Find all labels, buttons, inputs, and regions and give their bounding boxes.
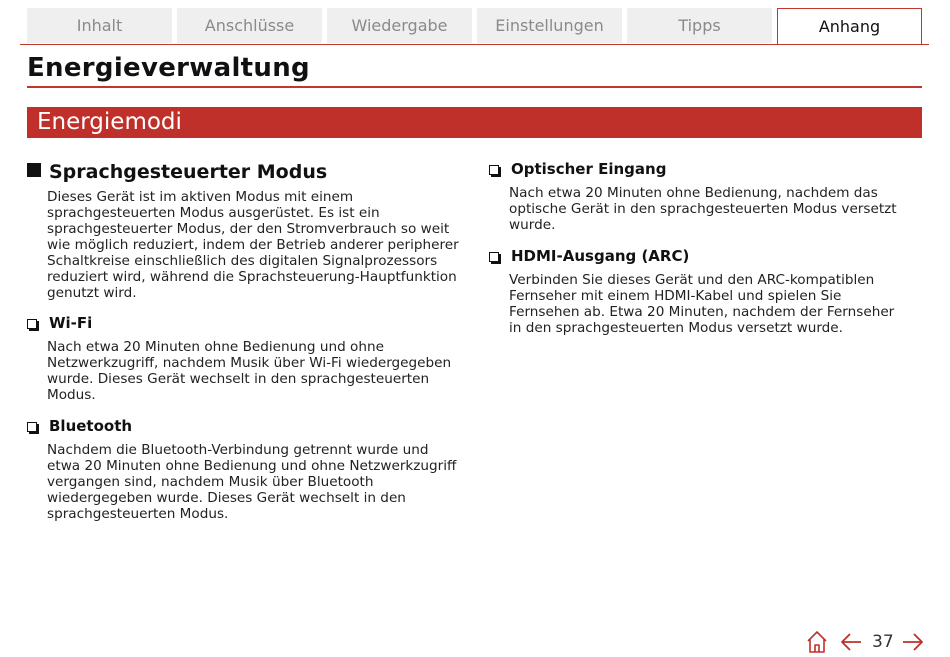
arrow-right-icon[interactable] xyxy=(901,630,925,654)
tab-anhang[interactable]: Anhang xyxy=(777,8,922,45)
section-banner: Energiemodi xyxy=(27,107,922,138)
heading-bluetooth xyxy=(27,415,462,437)
heading-voice-mode xyxy=(27,158,462,186)
heading-wifi xyxy=(27,312,462,334)
heading-hdmi xyxy=(489,245,909,267)
wifi-text: Nach etwa 20 Minuten ohne Bedienung und ohne Netzwerkzugriff, nachdem Musik über Wi-Fi wiedergegeben wurde. Dieses Gerät wechselt in den sprachgesteuerten Modus. xyxy=(47,339,452,403)
tab-bar xyxy=(27,8,922,45)
filled-square-icon xyxy=(27,163,41,177)
heading-bluetooth-text: Bluetooth xyxy=(49,417,133,435)
tab-tipps[interactable]: Tipps xyxy=(627,8,772,43)
page-number: 37 xyxy=(872,632,894,652)
right-column xyxy=(489,158,909,336)
heading-hdmi-text: HDMI-Ausgang (ARC) xyxy=(511,247,690,265)
checkbox-square-icon xyxy=(27,422,37,432)
checkbox-square-icon xyxy=(489,252,499,262)
tab-inhalt[interactable]: Inhalt xyxy=(27,8,172,43)
checkbox-square-icon xyxy=(27,319,37,329)
optical-text: Nach etwa 20 Minuten ohne Bedienung, nachdem das optische Gerät in den sprachgesteuerten Modus versetzt wurde. xyxy=(509,185,897,233)
tab-wiedergabe[interactable]: Wiedergabe xyxy=(327,8,472,43)
title-rule xyxy=(27,86,922,88)
tab-anschluesse[interactable]: Anschlüsse xyxy=(177,8,322,43)
checkbox-square-icon xyxy=(489,165,499,175)
tab-divider xyxy=(20,44,929,45)
left-column xyxy=(27,158,462,522)
heading-optical-text: Optischer Eingang xyxy=(511,160,667,178)
tab-einstellungen[interactable]: Einstellungen xyxy=(477,8,622,43)
hdmi-text: Verbinden Sie dieses Gerät und den ARC-kompatiblen Fernseher mit einem HDMI-Kabel und spielen Sie Fernsehen ab. Etwa 20 Minuten, nachdem der Fernseher in den sprachgesteuerten Modus versetzt wurde. xyxy=(509,272,895,336)
arrow-left-icon[interactable] xyxy=(839,630,863,654)
page-title: Energieverwaltung xyxy=(27,53,310,83)
home-icon[interactable] xyxy=(806,630,828,654)
bluetooth-text: Nachdem die Bluetooth-Verbindung getrennt wurde und etwa 20 Minuten ohne Bedienung und ohne Netzwerkzugriff vergangen sind, nachdem Musik über Bluetooth wiedergegeben wurde. Dieses Gerät wechselt in den sprachgesteuerten Modus. xyxy=(47,442,457,522)
voice-mode-text: Dieses Gerät ist im aktiven Modus mit einem sprachgesteuerten Modus ausgerüstet. Es ist ein sprachgesteuerter Modus, der den Stromverbrauch so weit wie möglich reduziert, indem der Betrieb anderer peripherer Schaltkreise einschließlich des digitalen Signalprozessors reduziert wird, während die Sprachsteuerung-Hauptfunktion genutzt wird. xyxy=(47,189,459,301)
heading-wifi-text: Wi-Fi xyxy=(49,314,93,332)
heading-optical xyxy=(489,158,909,180)
heading-voice-mode-text: Sprachgesteuerter Modus xyxy=(49,161,328,183)
